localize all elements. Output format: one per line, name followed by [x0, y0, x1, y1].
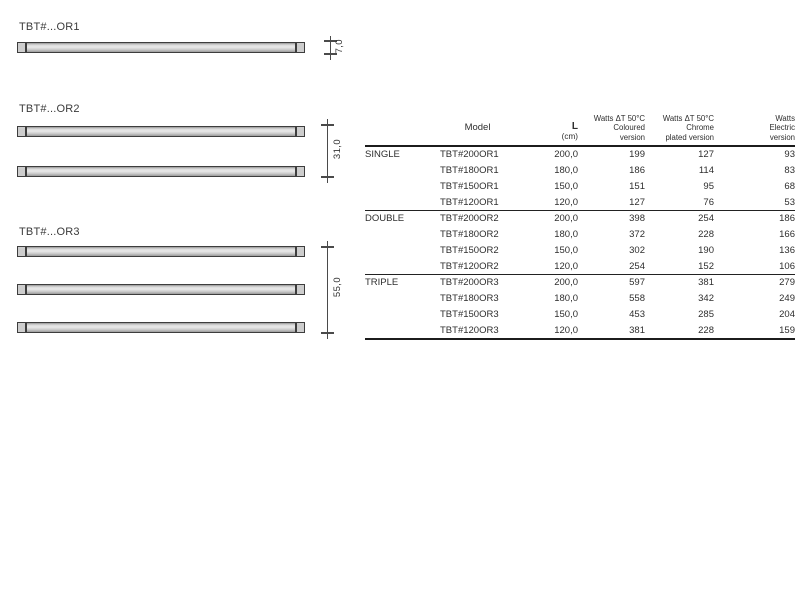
header-line: version — [769, 132, 795, 142]
chrome-watts-cell: 228 — [698, 229, 714, 241]
electric-watts-cell: 83 — [784, 165, 795, 177]
model-cell: TBT#200OR1 — [440, 149, 499, 161]
electric-watts-column-header — [714, 95, 795, 146]
group-label-cell — [365, 227, 440, 243]
model-cell: TBT#150OR2 — [440, 244, 499, 256]
table-row — [365, 179, 795, 195]
chrome-watts-cell: 114 — [698, 165, 714, 177]
length-cell: 150,0 — [554, 308, 578, 320]
table-row — [365, 258, 795, 274]
header-line: Watts ΔT 50°C — [662, 113, 714, 123]
length-cell: 180,0 — [554, 293, 578, 305]
diagram-label-or2: TBT#...OR2 — [19, 103, 80, 115]
length-cell: 150,0 — [554, 180, 578, 192]
radiator-tube — [17, 284, 305, 295]
coloured-watts-cell: 381 — [629, 324, 645, 336]
length-cell: 120,0 — [554, 324, 578, 336]
table-row — [365, 194, 795, 210]
length-symbol: L — [571, 121, 578, 132]
dimension-tick — [321, 124, 334, 126]
table-row — [365, 211, 795, 227]
coloured-watts-cell: 199 — [629, 149, 645, 161]
chrome-watts-cell: 228 — [698, 324, 714, 336]
length-cell: 200,0 — [515, 275, 578, 291]
electric-watts-cell: 204 — [779, 308, 795, 320]
electric-watts-cell: 279 — [714, 275, 795, 291]
dimension-value-or2: 31,0 — [332, 139, 343, 160]
electric-watts-cell: 166 — [779, 229, 795, 241]
chrome-watts-cell: 127 — [698, 149, 714, 161]
diagram-label-or3: TBT#...OR3 — [19, 226, 80, 238]
length-cell: 180,0 — [554, 165, 578, 177]
header-line: Watts — [775, 113, 795, 123]
tube-end-cap-right — [295, 42, 305, 53]
group-label-cell — [365, 194, 440, 210]
header-line: Coloured — [613, 123, 645, 133]
coloured-watts-cell: 151 — [629, 180, 645, 192]
radiator-tube — [17, 166, 305, 177]
length-column-header — [515, 95, 578, 146]
model-cell: TBT#120OR2 — [440, 260, 499, 272]
chrome-watts-cell: 381 — [645, 275, 714, 291]
tube-end-cap-left — [17, 42, 27, 53]
chrome-watts-cell: 76 — [703, 196, 714, 208]
electric-watts-cell: 53 — [784, 196, 795, 208]
group-label-cell: DOUBLE — [365, 211, 440, 227]
dimension-tick — [321, 332, 334, 334]
spec-table — [365, 95, 795, 340]
diagram-label-or1: TBT#...OR1 — [19, 21, 80, 33]
model-cell: TBT#150OR3 — [440, 308, 499, 320]
chrome-watts-cell: 254 — [645, 211, 714, 227]
table-row — [365, 227, 795, 243]
tube-end-cap-left — [17, 246, 27, 257]
tube-end-cap-right — [295, 126, 305, 137]
group-column-header — [365, 95, 440, 146]
coloured-watts-cell: 597 — [578, 275, 645, 291]
model-cell: TBT#150OR1 — [440, 180, 499, 192]
table-row — [365, 163, 795, 179]
dimension-value-or1: 7,0 — [334, 39, 345, 54]
table-row — [365, 243, 795, 259]
tube-end-cap-left — [17, 166, 27, 177]
chrome-watts-cell: 342 — [698, 293, 714, 305]
electric-watts-cell: 93 — [784, 149, 795, 161]
length-cell: 180,0 — [554, 229, 578, 241]
table-row — [365, 275, 795, 291]
length-unit: (cm) — [561, 132, 578, 141]
length-cell: 200,0 — [554, 149, 578, 161]
chrome-watts-cell: 285 — [698, 308, 714, 320]
coloured-watts-column-header — [578, 95, 645, 146]
group-label-cell — [365, 322, 440, 339]
electric-watts-cell: 136 — [779, 244, 795, 256]
tube-end-cap-right — [295, 166, 305, 177]
model-column-header: Model — [440, 95, 515, 146]
model-cell: TBT#120OR1 — [440, 196, 499, 208]
dimension-value-or3: 55,0 — [332, 277, 343, 298]
header-line: Watts ΔT 50°C — [593, 113, 645, 123]
coloured-watts-cell: 302 — [629, 244, 645, 256]
dimension-line — [327, 119, 328, 183]
tube-end-cap-right — [295, 322, 305, 333]
electric-watts-cell: 159 — [779, 324, 795, 336]
coloured-watts-cell: 127 — [629, 196, 645, 208]
spec-table-header — [365, 95, 795, 146]
length-cell: 120,0 — [554, 196, 578, 208]
dimension-tick — [321, 246, 334, 248]
group-label-cell — [365, 291, 440, 307]
table-row — [365, 307, 795, 323]
group-label-cell — [365, 307, 440, 323]
model-cell: TBT#200OR3 — [440, 275, 515, 291]
length-cell: 120,0 — [554, 260, 578, 272]
chrome-watts-cell: 95 — [703, 180, 714, 192]
group-label-cell — [365, 179, 440, 195]
header-line: Electric — [769, 123, 795, 133]
chrome-watts-cell: 190 — [698, 244, 714, 256]
length-cell: 150,0 — [554, 244, 578, 256]
header-line: version — [619, 132, 645, 142]
model-cell: TBT#200OR2 — [440, 211, 515, 227]
radiator-tube — [17, 126, 305, 137]
radiator-tube — [17, 42, 305, 53]
electric-watts-cell: 249 — [779, 293, 795, 305]
group-label-cell: TRIPLE — [365, 275, 440, 291]
radiator-tube — [17, 246, 305, 257]
table-group-single — [365, 146, 795, 211]
tube-end-cap-left — [17, 284, 27, 295]
group-label-cell: SINGLE — [365, 149, 400, 161]
coloured-watts-cell: 453 — [629, 308, 645, 320]
radiator-tube — [17, 322, 305, 333]
length-cell: 200,0 — [515, 211, 578, 227]
group-label-cell — [365, 163, 440, 179]
model-cell: TBT#180OR2 — [440, 229, 499, 241]
chrome-watts-cell: 152 — [698, 260, 714, 272]
header-line: plated version — [665, 132, 714, 142]
coloured-watts-cell: 398 — [578, 211, 645, 227]
electric-watts-cell: 106 — [779, 260, 795, 272]
coloured-watts-cell: 558 — [629, 293, 645, 305]
coloured-watts-cell: 254 — [629, 260, 645, 272]
group-label-cell — [365, 243, 440, 259]
electric-watts-cell: 186 — [714, 211, 795, 227]
tube-end-cap-left — [17, 322, 27, 333]
table-group-double — [365, 211, 795, 275]
coloured-watts-cell: 372 — [629, 229, 645, 241]
coloured-watts-cell: 186 — [629, 165, 645, 177]
model-cell: TBT#120OR3 — [440, 324, 499, 336]
table-row — [365, 291, 795, 307]
dimension-tick — [321, 176, 334, 178]
table-group-triple — [365, 275, 795, 340]
dimension-line — [327, 241, 328, 339]
header-line: Chrome — [686, 123, 714, 133]
table-row — [365, 146, 795, 163]
tube-end-cap-right — [295, 284, 305, 295]
electric-watts-cell: 68 — [784, 180, 795, 192]
tube-end-cap-right — [295, 246, 305, 257]
table-row — [365, 322, 795, 339]
model-cell: TBT#180OR1 — [440, 165, 499, 177]
chrome-watts-column-header — [645, 95, 714, 146]
tube-end-cap-left — [17, 126, 27, 137]
group-label-cell — [365, 258, 440, 274]
model-cell: TBT#180OR3 — [440, 293, 499, 305]
